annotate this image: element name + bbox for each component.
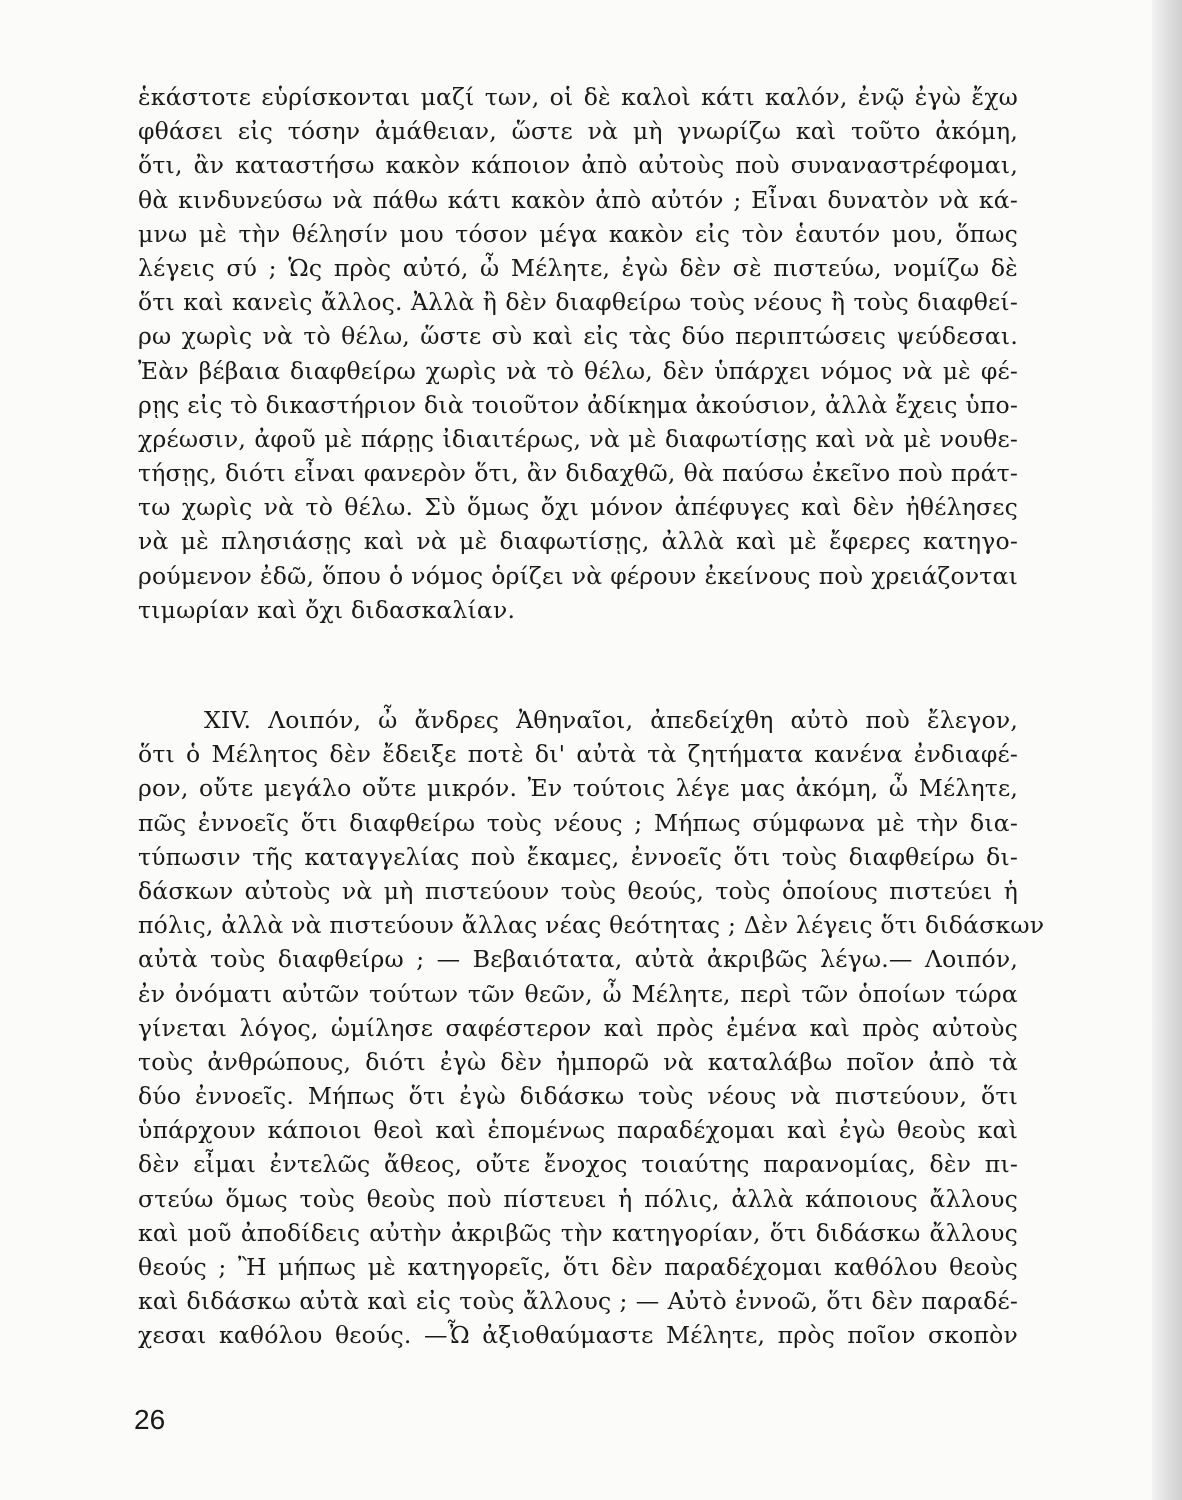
text-line-section-start: XIV. Λοιπόν, ὦ ἄνδρες Ἀθηναῖοι, ἀπεδείχθη αὐτὸ ποὺ ἔλεγον, — [204, 706, 1018, 734]
text-line: τήσῃς, διότι εἶναι φανερὸν ὅτι, ἂν διδαχθῶ, θὰ παύσω ἐκεῖνο ποὺ πράτ- — [138, 459, 1018, 488]
text-line: θὰ κινδυνεύσω νὰ πάθω κάτι κακὸν ἀπὸ αὐτόν ; Εἶναι δυνατὸν νὰ κά- — [138, 185, 1018, 214]
text-line: τω χωρὶς νὰ τὸ θέλω. Σὺ ὅμως ὄχι μόνον ἀπέφυγες καὶ δὲν ἠθέλησες — [138, 493, 1018, 522]
text-line: χρέωσιν, ἀφοῦ μὲ πάρῃς ἰδιαιτέρως, νὰ μὲ διαφωτίσῃς καὶ νὰ μὲ νουθε- — [138, 424, 1018, 453]
text-line: πόλις, ἀλλὰ νὰ πιστεύουν ἄλλας νέας θεότητας ; Δὲν λέγεις ὅτι διδάσκων — [138, 911, 1045, 940]
text-line: ρω χωρὶς νὰ τὸ θέλω, ὥστε σὺ καὶ εἰς τὰς δύο περιπτώσεις ψεύδεσαι. — [138, 322, 1018, 351]
text-line: λέγεις σύ ; Ὡς πρὸς αὐτό, ὦ Μέλητε, ἐγὼ δὲν σὲ πιστεύω, νομίζω δὲ — [138, 253, 1018, 282]
text-line: ἐν ὀνόματι αὐτῶν τούτων τῶν θεῶν, ὦ Μέλητε, περὶ τῶν ὁποίων τώρα — [138, 979, 1018, 1008]
paragraph-1 — [138, 80, 1018, 627]
text-line: δὲν εἶμαι ἐντελῶς ἄθεος, οὔτε ἔνοχος τοιαύτης παρανομίας, δὲν πι- — [138, 1150, 1018, 1179]
text-line: δάσκων αὐτοὺς νὰ μὴ πιστεύουν τοὺς θεούς, τοὺς ὁποίους πιστεύει ἡ — [138, 876, 1018, 905]
text-line: ὑπάρχουν κάποιοι θεοὶ καὶ ἑπομένως παραδέχομαι καὶ ἐγὼ θεοὺς καὶ — [138, 1116, 1018, 1145]
text-line: ρον, οὔτε μεγάλο οὔτε μικρόν. Ἐν τούτοις λέγε μας ἀκόμη, ὦ Μέλητε, — [138, 774, 1018, 803]
text-line: στεύω ὅμως τοὺς θεοὺς ποὺ πίστευει ἡ πόλις, ἀλλὰ κάποιους ἄλλους — [138, 1184, 1018, 1213]
text-line: γίνεται λόγος, ὡμίλησε σαφέστερον καὶ πρὸς ἐμένα καὶ πρὸς αὐτοὺς — [138, 1013, 1018, 1042]
text-line: πῶς ἐννοεῖς ὅτι διαφθείρω τοὺς νέους ; Μήπως σύμφωνα μὲ τὴν δια- — [138, 808, 1018, 837]
text-line: μνω μὲ τὴν θέλησίν μου τόσον μέγα κακὸν εἰς τὸν ἑαυτόν μου, ὅπως — [138, 219, 1018, 248]
text-line: δύο ἐννοεῖς. Μήπως ὅτι ἐγὼ διδάσκω τοὺς νέους νὰ πιστεύουν, ὅτι — [138, 1082, 1018, 1111]
text-line: καὶ μοῦ ἀποδίδεις αὐτὴν ἀκριβῶς τὴν κατηγορίαν, ὅτι διδάσκω ἄλλους — [138, 1218, 1018, 1247]
text-line: θεούς ; Ἢ μήπως μὲ κατηγορεῖς, ὅτι δὲν παραδέχομαι καθόλου θεοὺς — [138, 1253, 1018, 1281]
text-line: αὐτὰ τοὺς διαφθείρω ; — Βεβαιότατα, αὐτὰ ἀκριβῶς λέγω.— Λοιπόν, — [138, 945, 1018, 974]
text-line: τύπωσιν τῆς καταγγελίας ποὺ ἔκαμες, ἐννοεῖς ὅτι τοὺς διαφθείρω δι- — [138, 842, 1018, 871]
paragraph-2 — [138, 703, 1045, 1353]
text-line: νὰ μὲ πλησιάσῃς καὶ νὰ μὲ διαφωτίσῃς, ἀλλὰ καὶ μὲ ἔφερες κατηγο- — [138, 527, 1018, 556]
text-line: καὶ διδάσκω αὐτὰ καὶ εἰς τοὺς ἄλλους ; — Αὐτὸ ἐννοῶ, ὅτι δὲν παραδέ- — [138, 1287, 1018, 1316]
text-line: χεσαι καθόλου θεούς. —Ὦ ἀξιοθαύμαστε Μέλητε, πρὸς ποῖον σκοπὸν — [138, 1321, 1018, 1350]
text-line: ἑκάστοτε εὑρίσκονται μαζί των, οἱ δὲ καλοὶ κάτι καλόν, ἐνῷ ἐγὼ ἔχω — [138, 83, 1018, 111]
text-line: ὅτι καὶ κανεὶς ἄλλος. Ἀλλὰ ἢ δὲν διαφθείρω τοὺς νέους ἢ τοὺς διαφθεί- — [138, 288, 1018, 317]
text-line: Ἐὰν βέβαια διαφθείρω χωρὶς νὰ τὸ θέλω, δὲν ὑπάρχει νόμος νὰ μὲ φέ- — [138, 356, 1018, 385]
text-line: ρούμενον ἐδῶ, ὅπου ὁ νόμος ὁρίζει νὰ φέρουν ἐκείνους ποὺ χρειάζονται — [138, 561, 1018, 590]
text-line: τιμωρίαν καὶ ὄχι διδασκαλίαν. — [138, 595, 516, 624]
page-edge-shadow — [1152, 0, 1182, 1500]
text-line: φθάσει εἰς τόσην ἀμάθειαν, ὥστε νὰ μὴ γνωρίζω καὶ τοῦτο ἀκόμη, — [138, 117, 1018, 146]
text-line: ὅτι ὁ Μέλητος δὲν ἔδειξε ποτὲ δι' αὐτὰ τὰ ζητήματα κανένα ἐνδιαφέ- — [138, 740, 1018, 769]
page-number: 26 — [134, 1404, 166, 1435]
text-line: τοὺς ἀνθρώπους, διότι ἐγὼ δὲν ἠμπορῶ νὰ καταλάβω ποῖον ἀπὸ τὰ — [138, 1047, 1018, 1076]
text-line: ρῃς εἰς τὸ δικαστήριον διὰ τοιοῦτον ἀδίκημα ἀκούσιον, ἀλλὰ ἔχεις ὑπο- — [138, 390, 1018, 419]
text-line: ὅτι, ἂν καταστήσω κακὸν κάποιον ἀπὸ αὐτοὺς ποὺ συναναστρέφομαι, — [138, 151, 1018, 180]
